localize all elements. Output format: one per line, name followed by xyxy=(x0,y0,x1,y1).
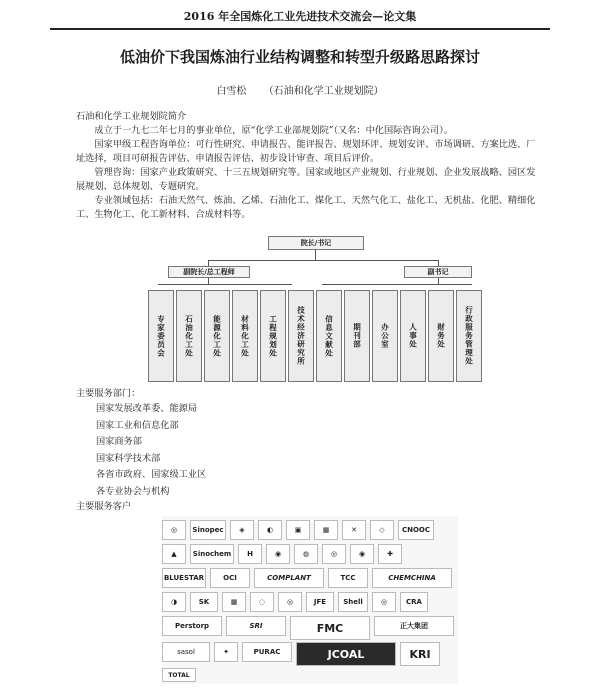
intro-paragraph: 国家甲级工程咨询单位：可行性研究、申请报告、能评报告、规划环评、规划安评、市场调研、方案比选、厂址选择，项目可研报告评估、申请报告评估、初步设计审查、项目后评价。 xyxy=(76,139,536,164)
org-right-branch: 副书记 xyxy=(404,266,472,278)
intro-paragraph: 专业领域包括：石油天然气、炼油、乙烯、石油化工、煤化工、天然气化工、盐化工、无机盐、化肥、精细化工、生物化工、化工新材料、合成材料等。 xyxy=(76,195,536,220)
clients-heading: 主要服务客户 xyxy=(76,501,132,512)
client-logo: ◑ xyxy=(162,592,186,612)
client-logo: PURAC xyxy=(242,642,292,662)
client-logo: Shell xyxy=(338,592,368,612)
client-logo: ◍ xyxy=(294,544,318,564)
client-logo: ▲ xyxy=(162,544,186,564)
intro-paragraphs xyxy=(76,124,536,222)
dept-box: 人事处 xyxy=(400,290,426,382)
client-logo: ◉ xyxy=(266,544,290,564)
running-header: 2016 年全国炼化工业先进技术交流会—论文集 xyxy=(50,8,550,30)
client-logo: JFE xyxy=(306,592,334,612)
services-list xyxy=(96,401,206,500)
service-item: 国家商务部 xyxy=(96,436,142,447)
client-logo: ▣ xyxy=(286,520,310,540)
client-logo: SK xyxy=(190,592,218,612)
client-logo: Sinochem xyxy=(190,544,234,564)
service-item: 国家工业和信息化部 xyxy=(96,419,179,431)
client-logo: FMC xyxy=(290,616,370,640)
intro-heading: 石油和化学工业规划院简介 xyxy=(76,111,187,122)
client-logo: Perstorp xyxy=(162,616,222,636)
client-logo: ◉ xyxy=(350,544,374,564)
author-name: 白雪松 xyxy=(216,86,247,97)
client-logo: CNOOC xyxy=(398,520,434,540)
dept-box: 财务处 xyxy=(428,290,454,382)
dept-box: 行政服务管理处 xyxy=(456,290,482,382)
client-logo: COMPLANT xyxy=(254,568,324,588)
intro-paragraph: 成立于一九七二年七月的事业单位，原“化学工业部规划院”（又名：中化国际咨询公司）。 xyxy=(94,125,453,136)
client-logo: ◈ xyxy=(230,520,254,540)
dept-box: 专家委员会 xyxy=(148,290,174,382)
services-heading: 主要服务部门： xyxy=(76,388,141,399)
dept-box: 期刊部 xyxy=(344,290,370,382)
dept-box: 能源化工处 xyxy=(204,290,230,382)
service-item: 国家发展改革委、能源局 xyxy=(96,403,198,414)
service-item: 各专业协会与机构 xyxy=(96,485,170,497)
client-logo: ▦ xyxy=(314,520,338,540)
client-logo: ◐ xyxy=(258,520,282,540)
client-logo: ✚ xyxy=(378,544,402,564)
client-logo: TOTAL xyxy=(162,668,196,682)
org-top-box: 院长/书记 xyxy=(268,236,364,250)
client-logo: sasol xyxy=(162,642,210,662)
client-logo: ✕ xyxy=(342,520,366,540)
org-left-branch: 副院长/总工程师 xyxy=(168,266,250,278)
dept-box: 材料化工处 xyxy=(232,290,258,382)
client-logo: ✦ xyxy=(214,642,238,662)
client-logo: TCC xyxy=(328,568,368,588)
client-logo: ◎ xyxy=(162,520,186,540)
client-logo: Sinopec xyxy=(190,520,226,540)
client-logo: SRI xyxy=(226,616,286,636)
client-logo: 正大集团 xyxy=(374,616,454,636)
client-logo: CRA xyxy=(400,592,428,612)
author-affiliation: （石油和化学工业规划院） xyxy=(263,86,384,97)
dept-box: 技术经济研究所 xyxy=(288,290,314,382)
dept-box: 办公室 xyxy=(372,290,398,382)
service-item: 各省市政府、国家级工业区 xyxy=(96,469,207,480)
client-logo-grid xyxy=(162,516,458,684)
org-chart xyxy=(148,232,488,382)
client-logo: ◌ xyxy=(250,592,274,612)
client-logo: ◎ xyxy=(322,544,346,564)
dept-box: 工程规划处 xyxy=(260,290,286,382)
client-logo: JCOAL xyxy=(296,642,396,666)
client-logo: OCI xyxy=(210,568,250,588)
dept-box: 石油化工处 xyxy=(176,290,202,382)
intro-paragraph: 管理咨询：国家产业政策研究、十三五规划研究等。国家或地区产业规划、行业规划、企业发展战略、园区发展规划、总体规划、专题研究。 xyxy=(76,167,536,192)
author-line xyxy=(0,82,600,97)
client-logo: ◇ xyxy=(370,520,394,540)
client-logo: ▦ xyxy=(222,592,246,612)
dept-box: 信息文献处 xyxy=(316,290,342,382)
client-logo: ◎ xyxy=(372,592,396,612)
client-logo: ◎ xyxy=(278,592,302,612)
client-logo: CHEMCHINA xyxy=(372,568,452,588)
client-logo: KRI xyxy=(400,642,440,666)
service-item: 国家科学技术部 xyxy=(96,452,161,464)
article-title: 低油价下我国炼油行业结构调整和转型升级路思路探讨 xyxy=(119,48,480,66)
client-logo: H xyxy=(238,544,262,564)
client-logo: BLUESTAR xyxy=(162,568,206,588)
